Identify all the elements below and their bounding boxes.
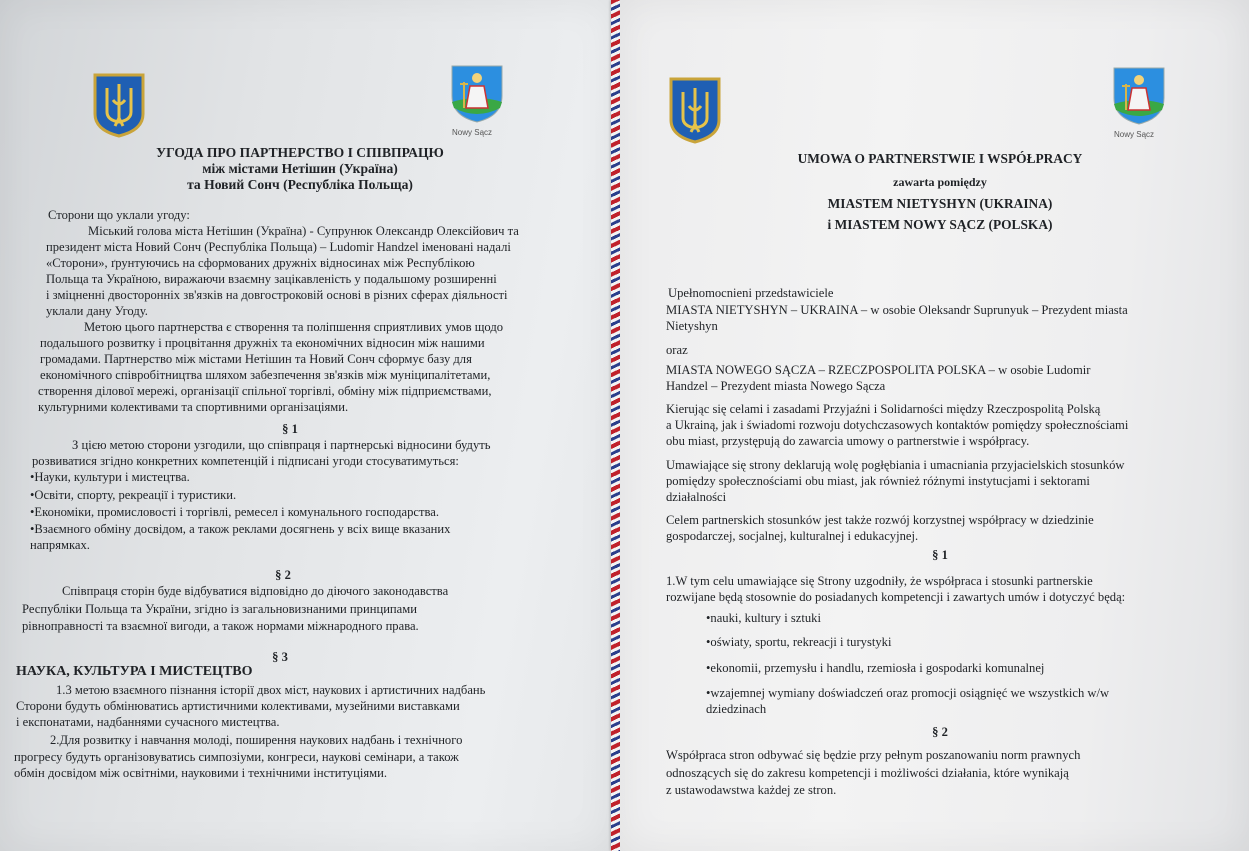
list-item: •Економіки, промисловості і торгівлі, ремесел і комунального господарства. bbox=[30, 505, 439, 519]
paragraph-line: обмін досвідом між освітніми, науковими і технічними інституціями. bbox=[14, 766, 387, 780]
document-subtitle: MIASTEM NIETYSHYN (UKRAINA) bbox=[827, 196, 1053, 211]
paragraph-line: Польща та Україною, виражаючи взаємну зацікавленість у подальшому розширенні bbox=[46, 272, 497, 286]
document-title: УГОДА ПРО ПАРТНЕРСТВО І СПІВПРАЦЮ bbox=[156, 145, 444, 160]
paragraph-line: розвиватися згідно конкретних компетенцій і підписані угоди стосуватимуться: bbox=[32, 454, 459, 468]
section-title: НАУКА, КУЛЬТУРА І МИСТЕЦТВО bbox=[16, 664, 253, 679]
list-item: •nauki, kultury i sztuki bbox=[706, 611, 821, 625]
paragraph-line: a Ukrainą, jak i świadomi rozwoju dotychczasowych kontaktów pomiędzy społecznościami bbox=[666, 418, 1129, 432]
list-item: •Взаємного обміну досвідом, а також реклами досягнень у всіх вище вказаних bbox=[30, 522, 451, 536]
list-item: •ekonomii, przemysłu i handlu, rzemiosła i gospodarki komunalnej bbox=[706, 661, 1045, 675]
section-heading: § 1 bbox=[282, 422, 298, 436]
document-subtitle: zawarta pomiędzy bbox=[893, 175, 987, 189]
ukraine-coat-of-arms-icon bbox=[668, 76, 722, 144]
ukraine-coat-of-arms-icon bbox=[92, 72, 146, 138]
list-item: •oświaty, sportu, rekreacji i turystyki bbox=[706, 635, 892, 649]
paragraph-line: уклали дану Угоду. bbox=[46, 304, 148, 318]
paragraph-line: MIASTA NOWEGO SĄCZA – RZECZPOSPOLITA POLSKA – w osobie Ludomir bbox=[666, 363, 1091, 377]
list-item: •Освіти, спорту, рекреації і туристики. bbox=[30, 488, 237, 502]
paragraph-line: oraz bbox=[666, 343, 688, 357]
document-subtitle: i MIASTEM NOWY SĄCZ (POLSKA) bbox=[827, 217, 1053, 232]
document-subtitle: між містами Нетішин (Україна) bbox=[202, 161, 398, 176]
polish-agreement-page bbox=[620, 0, 1249, 851]
paragraph-line: культурними колективами та спортивними організаціями. bbox=[38, 400, 349, 414]
paragraph-line: рівноправності та взаємної вигоди, а також нормами міжнародного права. bbox=[22, 619, 419, 633]
paragraph-line: і зміцненні двосторонніх зв'язків на довгостроковій основі в різних сферах діяльності bbox=[46, 288, 508, 302]
paragraph-line: Міський голова міста Нетішин (Україна) - Супрунюк Олександр Олексійович та bbox=[88, 224, 519, 238]
paragraph-line: Республіки Польща та України, згідно із загальновизнаними принципами bbox=[22, 602, 417, 616]
paragraph-line: Nietyshyn bbox=[666, 319, 718, 333]
document-title: UMOWA O PARTNERSTWIE I WSPÓŁPRACY bbox=[797, 151, 1083, 166]
nowy-sacz-logo-text: Nowy Sącz bbox=[1114, 130, 1155, 139]
paragraph-line: Celem partnerskich stosunków jest także rozwój korzystnej współpracy w dziedzinie bbox=[666, 513, 1094, 527]
paragraph-line: Umawiające się strony deklarują wolę pogłębiania i umacniania przyjacielskich stosunków bbox=[666, 458, 1125, 472]
paragraph-line: Сторони будуть обмінюватись артистичними колективами, музейними виставками bbox=[16, 699, 460, 713]
paragraph-line: Метою цього партнерства є створення та поліпшення сприятливих умов щодо bbox=[84, 320, 504, 334]
paragraph-line: Kierując się celami i zasadami Przyjaźni i Solidarności między Rzeczpospolitą Polską bbox=[666, 402, 1101, 416]
section-heading: § 2 bbox=[275, 568, 291, 582]
paragraph-line: прогресу будуть організовуватись симпозіуми, конгреси, наукові семінари, а також bbox=[14, 750, 459, 764]
paragraph-line: MIASTA NIETYSHYN – UKRAINA – w osobie Oleksandr Suprunyuk – Prezydent miasta bbox=[666, 303, 1128, 317]
paragraph-line: подальшого розвитку і процвітання дружніх та економічних відносин між нашими bbox=[40, 336, 485, 350]
paragraph-line: gospodarczej, socjalnej, kulturalnej i edukacyjnej. bbox=[666, 529, 919, 543]
nowy-sacz-coat-of-arms-icon bbox=[450, 64, 504, 124]
nowy-sacz-coat-of-arms-icon bbox=[1112, 66, 1166, 126]
paragraph-line: Współpraca stron odbywać się będzie przy pełnym poszanowaniu norm prawnych bbox=[666, 748, 1081, 762]
paragraph-line: З цією метою сторони узгодили, що співпраця і партнерські відносини будуть bbox=[72, 438, 491, 452]
paragraph-line: Upełnomocnieni przedstawiciele bbox=[668, 286, 834, 300]
paragraph-line: Handzel – Prezydent miasta Nowego Sącza bbox=[666, 379, 886, 393]
paragraph-line: z ustawodawstwa każdej ze stron. bbox=[666, 783, 837, 797]
paragraph-line: президент міста Новий Сонч (Республіка Польща) – Ludomir Handzel іменовані надалі bbox=[46, 240, 511, 254]
paragraph-line: і експонатами, надбаннями сучасного мистецтва. bbox=[16, 715, 280, 729]
section-heading: § 2 bbox=[932, 725, 948, 739]
paragraph-line: obu miast, przystępują do zawarcia umowy o partnerstwie i współpracy. bbox=[666, 434, 1030, 448]
section-heading: § 1 bbox=[932, 548, 948, 562]
paragraph-line: «Сторони», ґрунтуючись на сформованих дружніх відносинах між Республікою bbox=[46, 256, 475, 270]
paragraph-line: Сторони що уклали угоду: bbox=[48, 208, 190, 222]
paragraph-line: 2.Для розвитку і навчання молоді, поширення наукових надбань і технічного bbox=[50, 733, 463, 747]
section-heading: § 3 bbox=[272, 650, 288, 664]
paragraph-line: 1.W tym celu umawiające się Strony uzgodniły, że współpraca i stosunki partnerskie bbox=[666, 574, 1093, 588]
paragraph-line: громадами. Партнерство між містами Нетішин та Новий Сонч сформує базу для bbox=[40, 352, 472, 366]
list-item: dziedzinach bbox=[706, 702, 767, 716]
ukrainian-agreement-page bbox=[0, 0, 612, 851]
paragraph-line: działalności bbox=[666, 490, 727, 504]
paragraph-line: odnoszących się do zakresu kompetencji i możliwości działania, które wynikają bbox=[666, 766, 1069, 780]
paragraph-line: створення ділової мережі, організації спільної торгівлі, обміну між підприємствами, bbox=[38, 384, 492, 398]
paragraph-line: економічного співробітництва шляхом забезпечення зв'язків між муніципалітетами, bbox=[40, 368, 491, 382]
paragraph-line: Співпраця сторін буде відбуватися відповідно до діючого законодавства bbox=[62, 584, 449, 598]
list-item: •wzajemnej wymiany doświadczeń oraz promocji osiągnięć we wszystkich w/w bbox=[706, 686, 1110, 700]
paragraph-line: pomiędzy społecznościami obu miast, jak również różnymi instytucjami i sektorami bbox=[666, 474, 1090, 488]
document-subtitle: та Новий Сонч (Республіка Польща) bbox=[187, 177, 413, 192]
paragraph-line: rozwijane będą stosownie do posiadanych kompetencji i zawartych umów i dotyczyć będą: bbox=[666, 590, 1126, 604]
paragraph-line: 1.3 метою взаємного пізнання історії двох міст, наукових і артистичних надбань bbox=[56, 683, 486, 697]
list-item: напрямках. bbox=[30, 538, 90, 552]
list-item: •Науки, культури і мистецтва. bbox=[30, 470, 190, 484]
nowy-sacz-logo-text: Nowy Sącz bbox=[452, 128, 493, 137]
